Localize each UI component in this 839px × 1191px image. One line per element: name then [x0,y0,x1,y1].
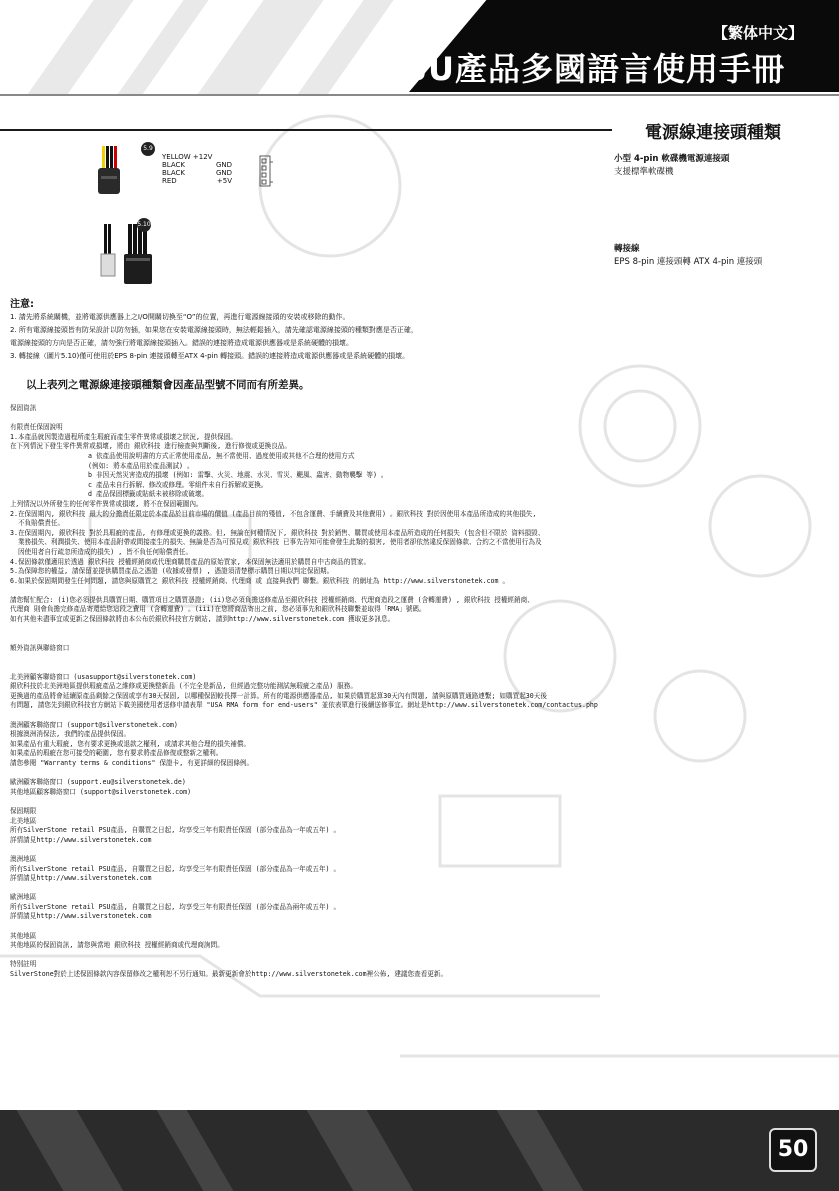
warranty-line: 3.在保固期內, 銀欣科技 對於具瑕疵的產品, 有修理或更換的義務。但, 無論在何種情況下, 銀欣科技 對於銷售、購買或使用本產品所造成的任何損失 (包含但不限於 資料損毀、 [10,528,545,537]
floppy-connector-description [614,153,729,179]
figure-5-9-badge: 5.9 [141,142,155,156]
notes-summary: 以上表列之電源線連接頭種類會因產品型號不同而有所差異。 [26,379,310,391]
pinout-color: BLACK [162,161,186,169]
warranty-line [10,634,830,644]
warranty-line: 其他地區的保固資訊, 請您與當地 銀欣科技 授權經銷商或代理商詢問。 [10,941,224,950]
connector-text: 支援標準軟碟機 [614,167,674,177]
warranty-line: c 產品未自行拆解、修改或修理。零組件未自行拆解或更換。 [88,480,268,489]
warranty-line [10,653,830,663]
warranty-line: 5.為保障您的權益, 請保留並提供購買產品之憑證 (收據或發票) , 憑證須清楚標示購買日期以判定保固期。 [10,567,334,576]
warranty-line: 歐洲顧客聯絡窗口 (support.eu@silverstonetek.de) [10,778,186,787]
pinout-row [162,177,232,185]
warranty-line: 詳情請見http://www.silverstonetek.com [10,912,152,921]
warranty-line: 6.如果於保固期間發生任何問題, 請您與原購買之 銀欣科技 授權經銷商、代理商 或 直接與我們 聯繫。銀欣科技 的網址為 http://www.silverstonetek.com 。 [10,576,510,585]
pinout-color: BLACK [162,169,186,177]
warranty-line: 所有SilverStone retail PSU產品, 自購買之日起, 均享受三年有限責任保固 (部分產品為一年或五年) 。 [10,864,341,873]
warranty-line: 請您幫忙配合: (i)您必須提供具購買日期、購買項目之購買憑證; (ii)您必須負擔送修產品至銀欣科技 授權經銷商、代理商造段之運費 (含轉運費) , 銀欣科技 授權經銷商、 [10,595,534,604]
warranty-line: 更換過的產品將會延續原產品剩餘之保固或享有30天保固, 以哪種保固較長擇一計算。所有的電源供應器產品, 如果於購買起算30天內有問題, 請與原購買通路連繫; 如購買起30天後 [10,691,547,700]
warranty-line: (例如: 將本產品用於產品測試) 。 [88,461,194,470]
warranty-line: 根據澳洲消保法, 我們的產品提供保固。 [10,730,131,739]
warranty-line: SilverStone對於上述保固條款內容保留修改之權利恕不另行通知。最新更新會於http://www.silverstonetek.com裡公佈, 建議您查看更新。 [10,970,448,979]
pinout-row [162,169,232,177]
warranty-line: 額外資訊與聯絡窗口 [10,643,70,652]
warranty-line [10,845,830,855]
warranty-line: 銀欣科技於北美洲地區提供瑕疵產品之維修或更換整新品 (不完全是新品, 但經過完整功能測試無瑕疵之產品) 服務。 [10,682,357,691]
warranty-line: 如有其他未盡事宜或更新之保固條款將由本公布於銀欣科技官方網站, 請到http://www.silverstonetek.com 獲取更多訊息。 [10,615,395,624]
pinout-row [162,161,232,169]
note-item: 1. 請先將系統關機，並將電源供應器上之I/O開關切換至“O”的位置，再進行電源線接頭的安裝或移除的動作。 [10,313,350,321]
footer-stripe [17,1110,124,1191]
pinout-row [162,153,232,161]
warranty-line: 請您參閱 "Warranty terms & conditions" 保證卡, 有更詳細的保固條例。 [10,758,254,767]
warranty-line: 詳情請見http://www.silverstonetek.com [10,835,152,844]
pinout-signal: +5V [216,177,232,185]
warranty-line: 歐洲地區 [10,893,37,902]
warranty-line: a 依產品使用說明書的方式正常使用產品, 無不當使用、過度使用或其他不合理的使用方式 [88,451,355,460]
warranty-line: 特別註明 [10,960,37,969]
warranty-line: 上列情況以外所發生的任何零件異常或損壞, 將不在保固範圍內。 [10,499,203,508]
warranty-line: 有問題, 請您先到銀欣科技官方網站下載美國使用者送修申請表單 "USA RMA form for end-users" 並依表單進行後續送修事宜。網址是http://www.silverstonetek.com/contactus.php [10,701,598,710]
note-item: 3. 轉接線（圖片5.10)僅可使用於EPS 8-pin 連接頭轉至ATX 4-pin 轉接頭。錯誤的連接將造成電源供應器或是系統硬體的損壞。 [10,352,410,360]
warranty-line [10,884,830,894]
warranty-line [10,414,830,424]
pinout-color: YELLOW +12V [162,153,213,161]
manual-title: PSU產品多國語言使用手冊 [379,50,785,88]
warranty-line [10,663,830,673]
section-title: 電源線連接頭種類 [645,123,781,143]
floppy-connector-image [98,146,120,194]
page-header [0,0,839,96]
warranty-line: 在下列情況下發生零件異常或損壞, 將由 銀欣科技 進行檢查與判斷後, 進行修復或更換良品。 [10,442,291,451]
warranty-line: 如果產品的瑕疵在您可接受的範圍, 您有要求將產品修復或整新之權利。 [10,749,223,758]
warranty-line: 詳情請見http://www.silverstonetek.com [10,874,152,883]
warranty-line: 所有SilverStone retail PSU產品, 自購買之日起, 均享受三年有限責任保固 (部分產品為一年或五年) 。 [10,826,341,835]
warranty-line: 北美洲顧客聯絡窗口 (usasupport@silverstonetek.com) [10,672,197,681]
warranty-line: 有限責任保固說明 [10,423,63,432]
warranty-line: 保固資訊 [10,404,37,412]
section-rule [0,129,612,131]
header-stripe [26,0,133,96]
warranty-line [10,951,830,961]
warranty-line [10,711,830,721]
warranty-line: 1.本產品就因製造過程所產生瑕疵而產生零件異常或損壞之狀況, 提供保固。 [10,432,237,441]
warranty-line: 所有SilverStone retail PSU產品, 自購買之日起, 均享受三年有限責任保固 (部分產品為兩年或五年) 。 [10,902,341,911]
connector-text: EPS 8-pin 連接頭轉 ATX 4-pin 連接頭 [614,257,763,267]
warranty-line: 其他地區顧客聯絡窗口 (support@silverstonetek.com) [10,787,192,796]
warranty-line [10,586,830,596]
adapter-connector-description [614,243,762,269]
figure-5-10-badge: 5.10 [137,218,151,232]
note-item: 電源線接頭的方向是否正確，請勿強行將電源線接頭插入。錯誤的連接將造成電源供應器或是系統硬體的損壞。 [10,339,353,347]
footer-stripe [157,1110,234,1191]
warranty-line [10,625,830,635]
warranty-line: 北美地區 [10,816,37,825]
language-label: 【繁体中文】 [712,24,803,42]
warranty-line: 其他地區 [10,931,37,940]
warranty-line: 如果產品有重大瑕疵, 您有要求更換或退款之權利, 或請求其他合理的損失補償。 [10,739,251,748]
page-number: 50 [769,1128,817,1172]
warranty-line: 2.在保固期內, 銀欣科技 最大的分擔責任限定於本產品於目前市場的價值 (產品目前的殘值, 不包含運費、手續費及其他費用) 。銀欣科技 對於因使用本產品所造成的其他損失, [10,509,537,518]
header-stripe [116,0,208,96]
warranty-line: 因使用者自行疏忽所造成的損失) , 皆不負任何賠償責任。 [10,547,193,556]
warranty-line: b 非因天然災害造成的損壞 (例如: 雷擊、火災、地震、水災、雪災、颶風、蟲害、動物襲擊 等) 。 [88,471,388,480]
notes-block [10,298,418,363]
warranty-line: 澳洲顧客聯絡窗口 (support@silverstonetek.com) [10,720,178,729]
warranty-line: 4.保固條款僅適用於透過 銀欣科技 授權經銷商或代理商購買產品的原始買家, 本保固無法適用於購買自中古商品的買家。 [10,557,371,566]
pinout-signal: GND [215,161,232,169]
warranty-line: 保固期限 [10,806,37,815]
warranty-line: d 產品保固標籤或貼紙未被移除或破壞。 [88,490,209,499]
warranty-line: 業務損失、利潤損失、使用本產品附帶或間接產生的損失、無論是否為可預見或 銀欣科技 已事先告知可能會發生此類的損害, 使用者卻依然違反保固條款、合約之不當使用行為及 [10,538,542,547]
warranty-line: 代理商 則會負擔完修產品寄還給您這段之費用 (含轉運費) 。(iii)在您將商品寄出之前, 您必須事先和銀欣科技聯繫並取得「RMA」號碼。 [10,605,426,614]
notes-title: 注意: [10,299,34,310]
connector-title: 轉接線 [614,244,640,254]
note-item: 2. 所有電源線接頭皆有防呆設計以防勿插，如果您在安裝電源線接頭時，無法輕鬆插入，請先確認電源線接頭的種類對應是否正確， [10,326,418,334]
warranty-line [10,922,830,932]
connector-title: 小型 4-pin 軟碟機電源連接頭 [614,154,730,164]
warranty-line: 不負賠償責任。 [10,519,65,528]
warranty-line: 澳洲地區 [10,854,37,863]
footer-stripe [497,1110,584,1191]
footer-stripe [307,1110,414,1191]
pin-diagram-icon [260,156,273,186]
page-footer [0,1110,839,1191]
pinout-table [162,153,232,185]
pinout-signal: GND [215,169,232,177]
warranty-text [10,404,830,980]
header-stripe [196,0,323,96]
warranty-line [10,797,830,807]
warranty-line [10,769,830,779]
pinout-color: RED [162,177,177,185]
